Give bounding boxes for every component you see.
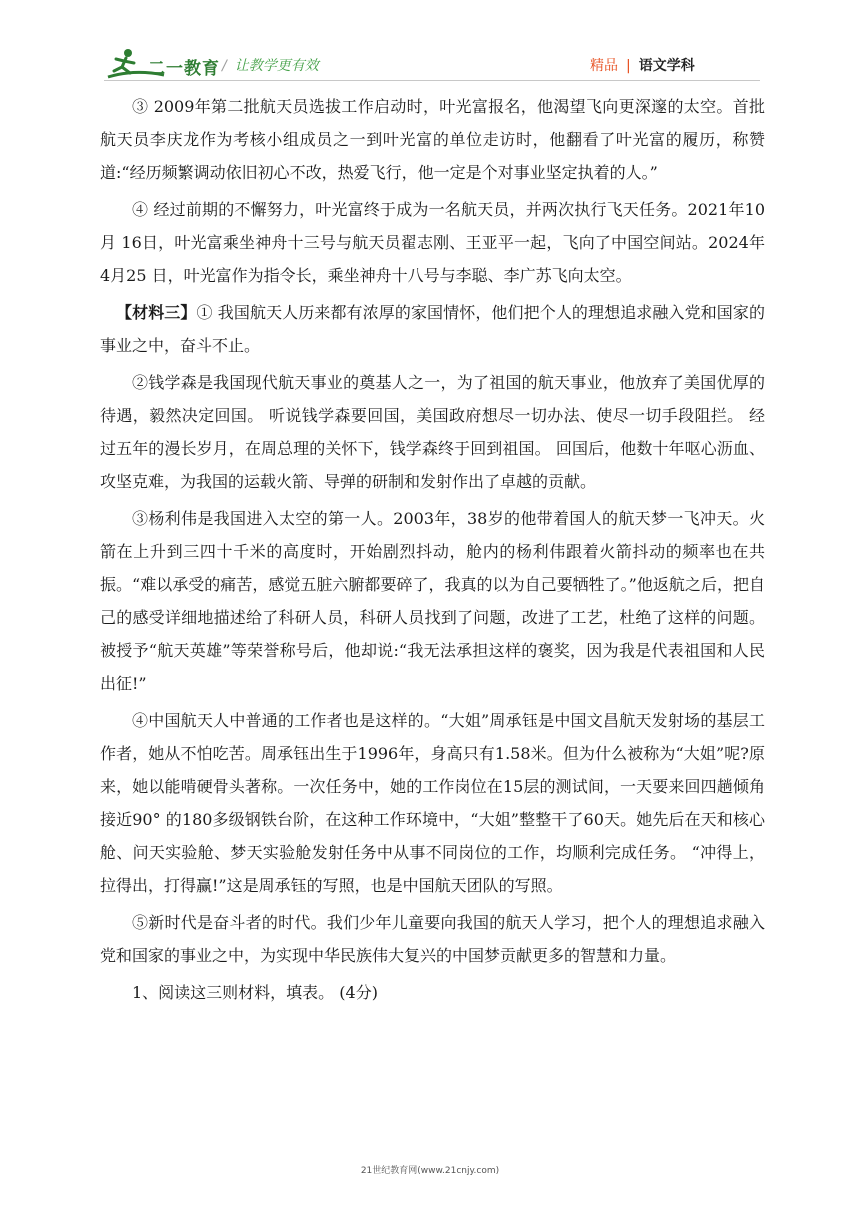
question: 1、阅读这三则材料，填表。 (4分)	[132, 983, 378, 1002]
page-footer: 21世纪教育网(www.21cnjy.com)	[360, 1166, 500, 1176]
paragraph: ④中国航天人中普通的工作者也是这样的。“大姐”周承钰是中国文昌航天发射场的基层工作者，她从不怕吃苦。周承钰出生于1996年，身高只有1.58米。但为什么被称为“大姐”呢?原来，她以能啃硬骨头著称。一次任务中，她的工作岗位在15层的测试间，一天要来回四趟倾角接近90° 的180多级钢铁台阶，在这种工作环境中，“大姐”整整干了60天。她先后在天和核心舱、问天实验舱、梦天实验舱发射任务中从事不同岗位的工作，均顺利完成任务。 “冲得上，拉得出，打得赢!”这是周承钰的写照，也是中国航天团队的写照。	[100, 711, 765, 895]
paragraph-text: ① 我国航天人历来都有浓厚的家国情怀，他们把个人的理想追求融入党和国家的事业之中，奋斗不止。	[100, 303, 765, 355]
header-divider	[104, 80, 760, 81]
paragraph: ③ 2009年第二批航天员选拔工作启动时，叶光富报名，他渴望飞向更深邃的太空。首批航天员李庆龙作为考核小组成员之一到叶光富的单位走访时，他翻看了叶光富的履历，称赞道:“经历频繁调动依旧初心不改，热爱飞行，他一定是个对事业坚定执着的人。”	[100, 97, 765, 182]
material3-label: 【材料三】	[116, 303, 197, 322]
paragraph: ④ 经过前期的不懈努力，叶光富终于成为一名航天员，并两次执行飞天任务。2021年10月 16日，叶光富乘坐神舟十三号与航天员翟志刚、王亚平一起，飞向了中国空间站。2024年4月25 日，叶光富作为指令长，乘坐神舟十八号与李聪、李广苏飞向太空。	[100, 200, 765, 285]
page-header	[0, 0, 860, 82]
header-right	[590, 55, 695, 75]
slogan: / 让教学更有效	[222, 58, 319, 74]
subject-label: 语文学科	[638, 58, 695, 74]
paragraph: ②钱学森是我国现代航天事业的奠基人之一，为了祖国的航天事业，他放弃了美国优厚的待遇，毅然决定回国。 听说钱学森要回国，美国政府想尽一切办法、使尽一切手段阻拦。 经过五年的漫长岁月，在周总理的关怀下，钱学森终于回到祖国。 回国后，他数十年呕心沥血、攻坚克难，为我国的运载火箭、导弹的研制和发射作出了卓越的贡献。	[100, 373, 765, 491]
quality-label: 精品	[590, 58, 618, 74]
logo-text: 二一教育	[148, 59, 220, 79]
paragraph: ③杨利伟是我国进入太空的第一人。2003年，38岁的他带着国人的航天梦一飞冲天。火箭在上升到三四十千米的高度时，开始剧烈抖动，舱内的杨利伟跟着火箭抖动的频率也在共振。“难以承受的痛苦，感觉五脏六腑都要碎了，我真的以为自己要牺牲了。”他返航之后，把自己的感受详细地描述给了科研人员，科研人员找到了问题，改进了工艺，杜绝了这样的问题。被授予“航天英雄”等荣誉称号后，他却说:“我无法承担这样的褒奖，因为我是代表祖国和人民出征!”	[100, 509, 765, 693]
document-body	[100, 90, 765, 1013]
paragraph: ⑤新时代是奋斗者的时代。我们少年儿童要向我国的航天人学习，把个人的理想追求融入党和国家的事业之中，为实现中华民族伟大复兴的中国梦贡献更多的智慧和力量。	[100, 913, 765, 965]
header-separator: |	[626, 58, 631, 74]
paragraph-material3	[100, 296, 765, 362]
slogan-text: 让教学更有效	[234, 58, 319, 74]
